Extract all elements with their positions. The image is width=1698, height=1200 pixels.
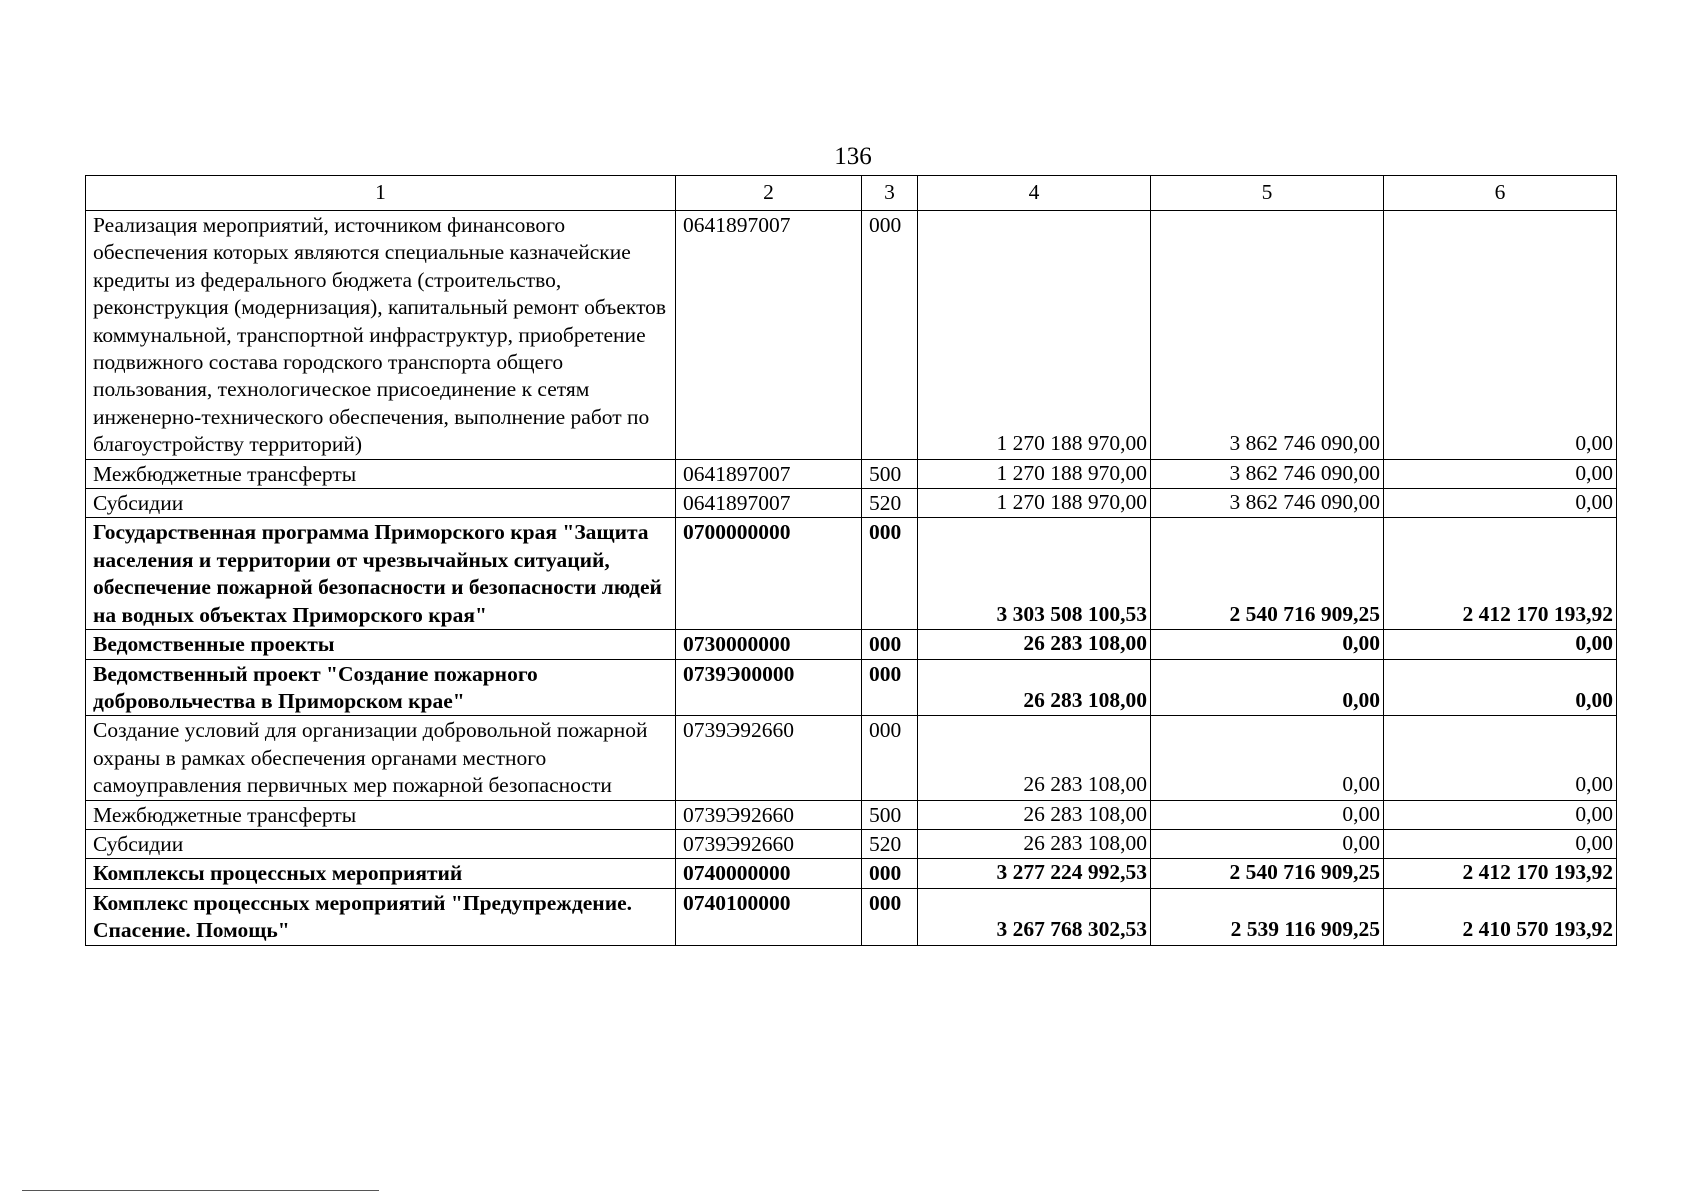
row-type: 000 xyxy=(862,630,918,659)
row-name: Субсидии xyxy=(86,489,676,518)
row-amount-year1: 3 303 508 100,53 xyxy=(918,518,1151,630)
row-amount-year1: 26 283 108,00 xyxy=(918,630,1151,659)
table-header-row xyxy=(86,176,1617,211)
row-code: 0641897007 xyxy=(676,459,862,488)
table-row xyxy=(86,859,1617,888)
row-amount-year2: 2 540 716 909,25 xyxy=(1151,518,1384,630)
row-code: 0740000000 xyxy=(676,859,862,888)
table-row xyxy=(86,459,1617,488)
row-amount-year2: 0,00 xyxy=(1151,630,1384,659)
column-header: 3 xyxy=(862,176,918,211)
column-header: 5 xyxy=(1151,176,1384,211)
row-type: 000 xyxy=(862,716,918,800)
row-amount-year3: 2 410 570 193,92 xyxy=(1384,888,1617,945)
row-amount-year2: 0,00 xyxy=(1151,659,1384,716)
budget-table xyxy=(85,175,1617,946)
row-amount-year3: 0,00 xyxy=(1384,800,1617,829)
row-type: 000 xyxy=(862,888,918,945)
row-amount-year1: 26 283 108,00 xyxy=(918,829,1151,858)
row-code: 0641897007 xyxy=(676,211,862,460)
table-row xyxy=(86,659,1617,716)
table-row xyxy=(86,518,1617,630)
table-row xyxy=(86,829,1617,858)
row-type: 520 xyxy=(862,489,918,518)
row-name: Комплексы процессных мероприятий xyxy=(86,859,676,888)
table-row xyxy=(86,800,1617,829)
table-row xyxy=(86,489,1617,518)
footer-divider xyxy=(22,1190,379,1191)
page-number: 136 xyxy=(834,143,872,170)
row-code: 0641897007 xyxy=(676,489,862,518)
row-amount-year3: 0,00 xyxy=(1384,489,1617,518)
column-header: 2 xyxy=(676,176,862,211)
table-row xyxy=(86,630,1617,659)
row-amount-year3: 0,00 xyxy=(1384,829,1617,858)
row-name: Государственная программа Приморского края "Защита населения и территории от чрезвычайных ситуаций, обеспечение пожарной безопасности и безопасности людей на водных объектах Приморского края" xyxy=(86,518,676,630)
row-name: Субсидии xyxy=(86,829,676,858)
row-amount-year1: 26 283 108,00 xyxy=(918,716,1151,800)
row-type: 000 xyxy=(862,659,918,716)
row-amount-year3: 0,00 xyxy=(1384,211,1617,460)
row-type: 500 xyxy=(862,800,918,829)
row-code: 0739Э92660 xyxy=(676,800,862,829)
row-name: Создание условий для организации добровольной пожарной охраны в рамках обеспечения органами местного самоуправления первичных мер пожарной безопасности xyxy=(86,716,676,800)
row-type: 000 xyxy=(862,211,918,460)
table-row xyxy=(86,211,1617,460)
row-type: 520 xyxy=(862,829,918,858)
row-name: Реализация мероприятий, источником финансового обеспечения которых являются специальные казначейские кредиты из федерального бюджета (строительство, реконструкция (модернизация), капитальный ремонт объектов коммунальной, транспортной инфраструктур, приобретение подвижного состава городского транспорта общего пользования, технологическое присоединение к сетям инженерно-технического обеспечения, выполнение работ по благоустройству территорий) xyxy=(86,211,676,460)
row-name: Ведомственные проекты xyxy=(86,630,676,659)
row-amount-year2: 3 862 746 090,00 xyxy=(1151,489,1384,518)
row-amount-year1: 26 283 108,00 xyxy=(918,800,1151,829)
row-type: 000 xyxy=(862,518,918,630)
column-header: 4 xyxy=(918,176,1151,211)
row-amount-year1: 1 270 188 970,00 xyxy=(918,459,1151,488)
row-name: Комплекс процессных мероприятий "Предупреждение. Спасение. Помощь" xyxy=(86,888,676,945)
row-amount-year2: 3 862 746 090,00 xyxy=(1151,211,1384,460)
column-header: 1 xyxy=(86,176,676,211)
row-amount-year2: 2 540 716 909,25 xyxy=(1151,859,1384,888)
row-code: 0740100000 xyxy=(676,888,862,945)
row-amount-year3: 0,00 xyxy=(1384,659,1617,716)
column-header: 6 xyxy=(1384,176,1617,211)
row-amount-year1: 3 277 224 992,53 xyxy=(918,859,1151,888)
row-code: 0739Э00000 xyxy=(676,659,862,716)
row-type: 500 xyxy=(862,459,918,488)
row-amount-year1: 3 267 768 302,53 xyxy=(918,888,1151,945)
row-amount-year2: 0,00 xyxy=(1151,800,1384,829)
row-amount-year2: 0,00 xyxy=(1151,829,1384,858)
row-amount-year3: 0,00 xyxy=(1384,459,1617,488)
table-row xyxy=(86,888,1617,945)
row-amount-year3: 0,00 xyxy=(1384,716,1617,800)
row-code: 0730000000 xyxy=(676,630,862,659)
row-code: 0700000000 xyxy=(676,518,862,630)
row-code: 0739Э92660 xyxy=(676,829,862,858)
row-type: 000 xyxy=(862,859,918,888)
row-amount-year1: 1 270 188 970,00 xyxy=(918,489,1151,518)
row-amount-year2: 3 862 746 090,00 xyxy=(1151,459,1384,488)
row-amount-year3: 2 412 170 193,92 xyxy=(1384,859,1617,888)
row-amount-year2: 0,00 xyxy=(1151,716,1384,800)
row-name: Межбюджетные трансферты xyxy=(86,800,676,829)
row-amount-year2: 2 539 116 909,25 xyxy=(1151,888,1384,945)
row-amount-year1: 1 270 188 970,00 xyxy=(918,211,1151,460)
table-row xyxy=(86,716,1617,800)
row-amount-year3: 0,00 xyxy=(1384,630,1617,659)
row-name: Ведомственный проект "Создание пожарного добровольчества в Приморском крае" xyxy=(86,659,676,716)
row-amount-year1: 26 283 108,00 xyxy=(918,659,1151,716)
row-code: 0739Э92660 xyxy=(676,716,862,800)
row-amount-year3: 2 412 170 193,92 xyxy=(1384,518,1617,630)
row-name: Межбюджетные трансферты xyxy=(86,459,676,488)
